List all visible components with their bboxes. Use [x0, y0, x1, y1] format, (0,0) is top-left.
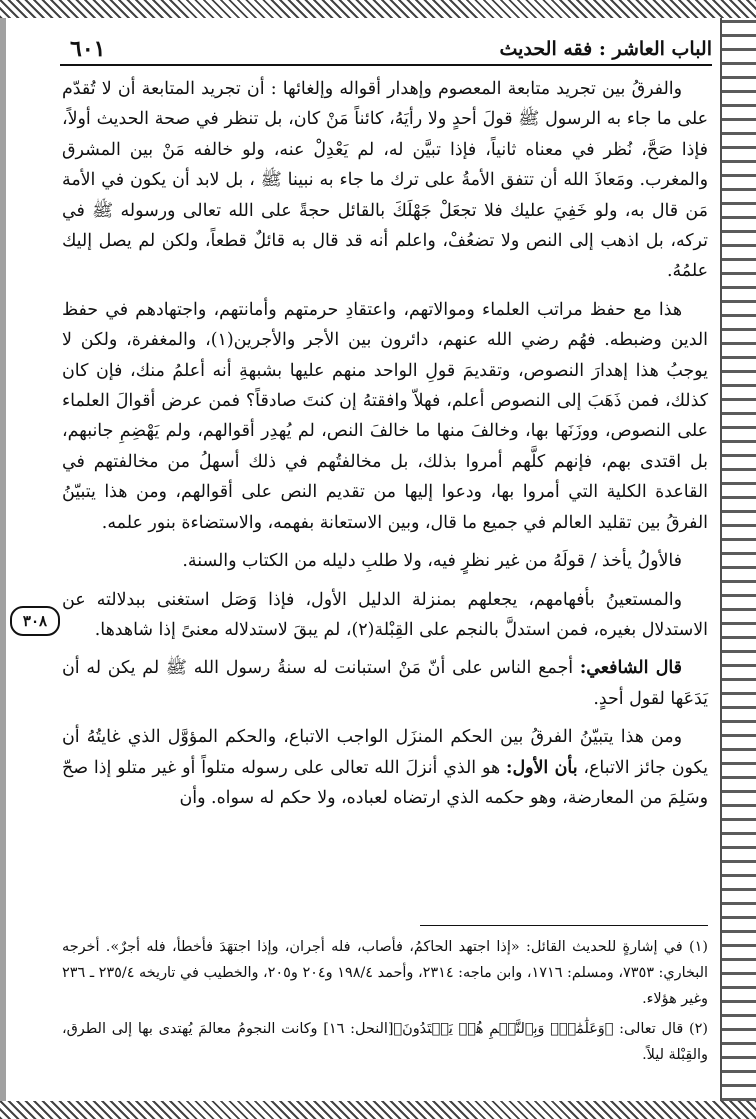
decorative-border-top — [0, 0, 756, 18]
paragraph: فالأولُ يأخذ / قولَهُ من غير نظرٍ فيه، ولا طلبِ دليله من الكتاب والسنة. — [182, 551, 682, 572]
page-number: ٦٠١ — [70, 36, 106, 62]
shafii-lead: قال الشافعي: — [579, 658, 682, 679]
last-part2: هو الذي أنزلَ الله تعالى على رسوله متلواً أو غير متلو إذا صحّ وسَلِمَ من المعارضة، وهو حكمه الذي ارتضاه لعباده، ولا حكم له سواه. وأن — [62, 757, 708, 808]
main-text — [62, 74, 708, 821]
last-part1: ومن هذا يتبيّنُ الفرقُ بين الحكم المنزَل الواجب الاتباع، والحكم المؤوَّل الذي غايتُهُ أن يكون جائز الاتباع، — [62, 727, 708, 778]
paragraph: والمستعينُ بأفهامهم، يجعلهم بمنزلة الدليل الأول، فإذا وَصَل استغنى ببدلالته عن الاستدلال بغيره، فمن استدلَّ بالنجم على القِبْلة(٢)، لم يبقَ لاستدلاله معنىً إذا شاهدها. — [62, 589, 708, 640]
last-lead: بأن الأول: — [506, 757, 578, 778]
decorative-border-bottom — [0, 1101, 756, 1119]
decorative-border-right — [720, 18, 756, 1101]
paragraph-shafii — [62, 653, 708, 714]
margin-page-marker: ٣٠٨ — [10, 606, 60, 636]
footnote: (٢) قال تعالى: ﴿وَعَلَٰمَٰتٍۚ وَبِٱلنَّجۡمِ هُمۡ يَهۡتَدُونَ﴾[النحل: ١٦] وكانت النجومُ معالمَ يُهتدى بها إلى الطرق، والقِبْلة ليلاً. — [62, 1021, 708, 1063]
paragraph: هذا مع حفظ مراتب العلماء وموالاتهم، واعتقادِ حرمتهم وأمانتهم، واجتهادهم في حفظ الدين وضبطه. فهُم رضي الله عنهم، دائرون بين الأجر والأجرين(١)، والمغفرة، ولكن لا يوجبُ هذا إهدارَ النصوص، وتقديمَ قولِ الواحد منهم عليها بشبهةِ أنه أعلمُ منك، فإن كان كذلك، فمن ذَهَبَ إلى النصوص أعلم، فهلاّ وافقتهُ إن كنتَ صادقاً؟ فمن عرض أقوالَ العلماء على النصوص، ووزَنَها بها، وخالفَ منها ما خالفَ النص، لم يُهدِر أقوالهم، ولم يَهْضِمِ جانبهم، بل اقتدى بهم، فإنهم كلَّهم أمروا بذلك، بل مخالفتُهم في ذلك أسهلُ من مخالفتهم في القاعدة الكلية التي أمروا بها، ودعوا إليها من تقديم النص على أقوالهم، ومن هذا يتبيّنُ الفرقُ بين تقليد العالم في جميع ما قال، وبين الاستعانة بفهمه، والاستضاءة بنور علمه. — [62, 299, 708, 533]
page-header — [60, 30, 712, 66]
footnote-separator — [420, 925, 708, 926]
decorative-border-left — [0, 18, 6, 1101]
shafii-text: أجمع الناس على أنّ مَنْ استبانت له سنةُ رسول الله ﷺ لم يكن له أن يَدَعَها لقول أحدٍ. — [62, 658, 708, 709]
footnote: (١) في إشارةٍ للحديث القائل: «إذا اجتهد الحاكمُ، فأصاب، فله أجران، وإذا اجتهَدَ فأخطأ، فله أجرٌ». أخرجه البخاري: ٧٣٥٣، ومسلم: ١٧١٦، وابن ماجه: ٢٣١٤، وأحمد ١٩٨/٤ و٢٠٤ و٢٠٥، والخطيب في تاريخه ٢٣٥/٤ ـ ٢٣٦ وغير هؤلاء. — [62, 939, 709, 1007]
paragraph-last — [62, 722, 708, 813]
chapter-title: الباب العاشر : فقه الحديث — [499, 38, 712, 60]
paragraph: والفرقُ بين تجريد متابعة المعصوم وإهدار أقواله وإلغائها : أن تجريد المتابعة أن لا تُقدّم على ما جاء به الرسول ﷺ قولَ أحدٍ ولا رأيَهُ، كائناً مَنْ كان، بل تنظر في صحة الحديث أولاً، فإذا صَحَّ، نُظر في معناه ثانياً، فإذا تبيَّن له، لم يَعْدِلْ عنه، ولو خالفه مَنْ بين المشرق والمغرب. ومَعاذَ الله أن تتفق الأمةُ على ترك ما جاء به نبينا ﷺ ، بل لابد أن يكون في الأمة مَن قال به، ولو خَفِيَ عليك فلا تجعَلْ جَهْلَكَ بالقائل حجةً على الله تعالى ورسوله ﷺ في تركه، بل اذهب إلى النص ولا تضعُفْ، واعلم أنه قد قال به قائلٌ قطعاً، ولكن لم يصل إليك علمُهُ. — [62, 79, 708, 282]
footnotes — [62, 934, 708, 1072]
